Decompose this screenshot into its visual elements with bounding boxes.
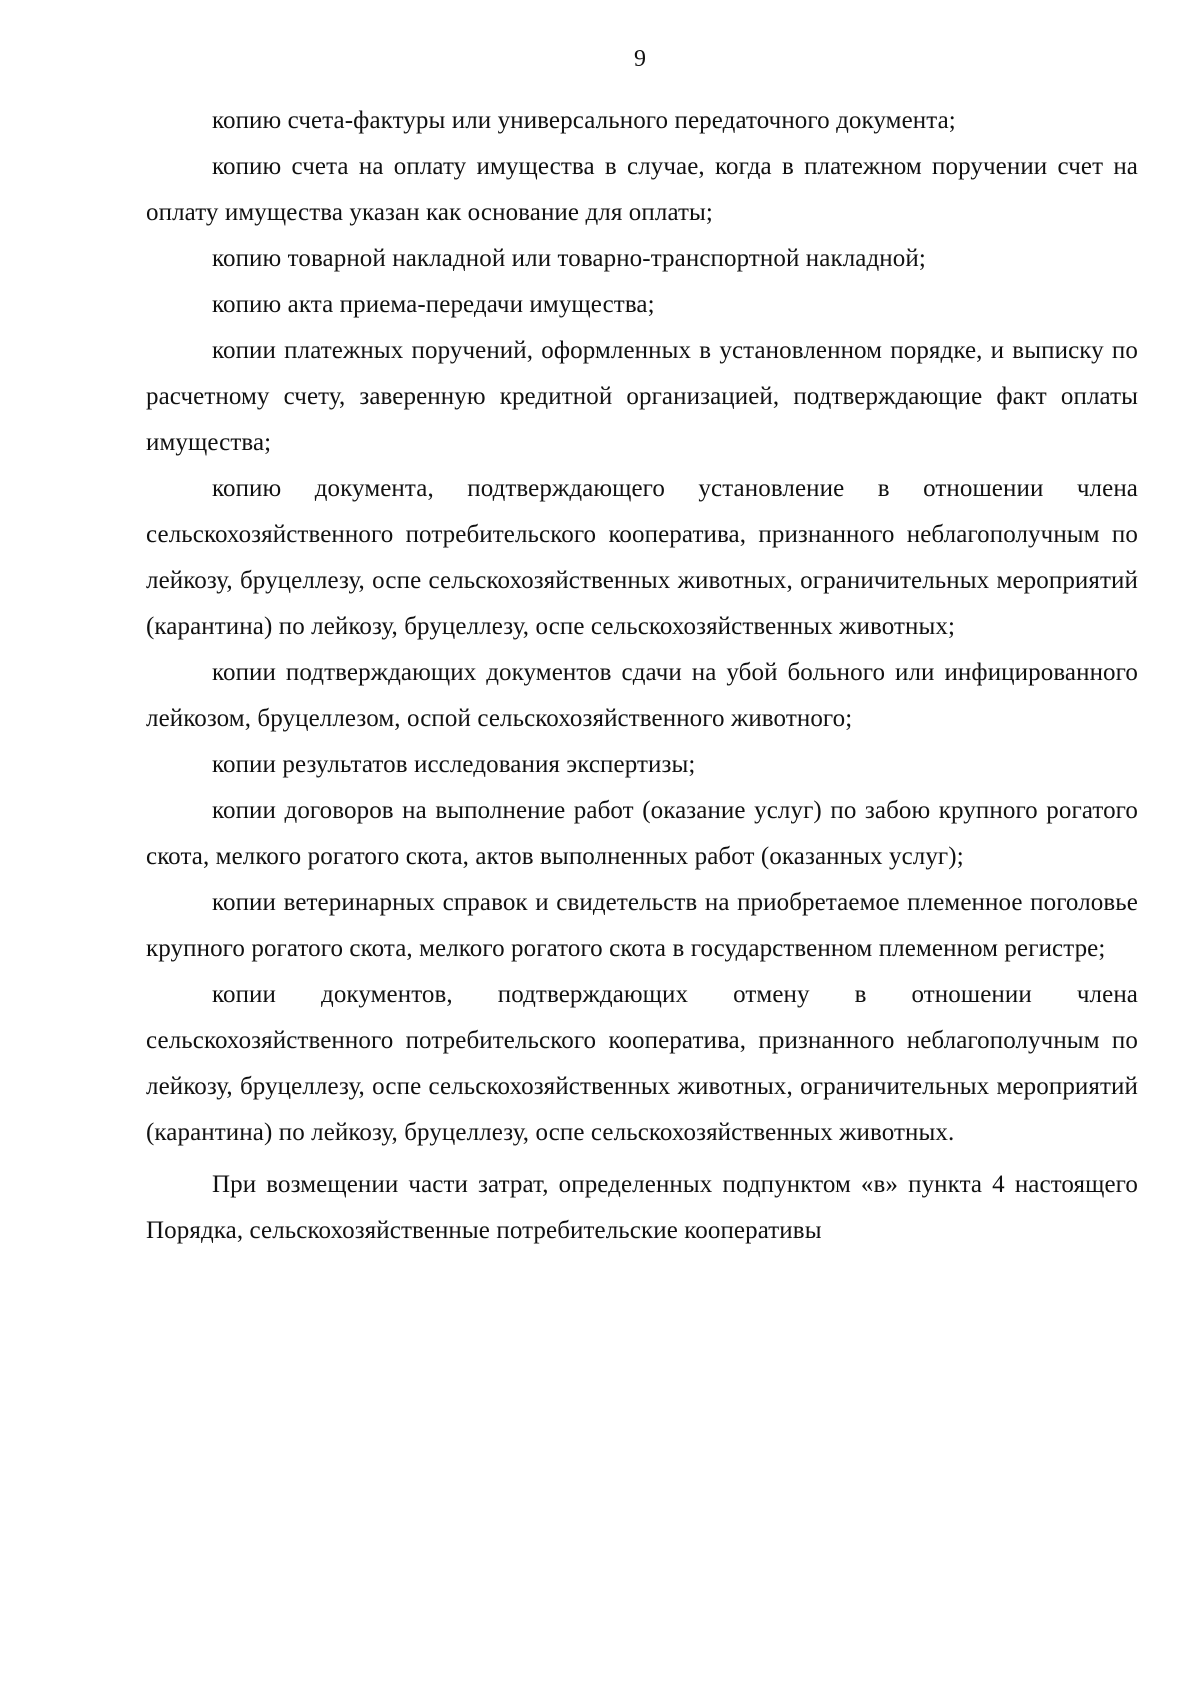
paragraph-quarantine-establishment-copy: копию документа, подтверждающего установление в отношении члена сельскохозяйственного потребительского кооператива, признанного неблагополучным по лейкозу, бруцеллезу, оспе сельскохозяйственных животных, ограничительных мероприятий (карантина) по лейкозу, бруцеллезу, оспе сельскохозяйственных животных; <box>146 475 1138 640</box>
paragraph-expertise-results-copy: копии результатов исследования экспертизы; <box>212 751 696 778</box>
paragraph-waybill-copy: копию товарной накладной или товарно-транспортной накладной; <box>212 245 926 272</box>
paragraph-payment-orders-copy: копии платежных поручений, оформленных в установленном порядке, и выписку по расчетному счету, заверенную кредитной организацией, подтверждающие факт оплаты имущества; <box>146 337 1138 456</box>
paragraph-slaughter-documents-copy: копии подтверждающих документов сдачи на убой больного или инфицированного лейкозом, бруцеллезом, оспой сельскохозяйственного животного; <box>146 659 1138 732</box>
paragraph-slaughter-contracts-copy: копии договоров на выполнение работ (оказание услуг) по забою крупного рогатого скота, мелкого рогатого скота, актов выполненных работ (оказанных услуг); <box>146 797 1138 870</box>
paragraph-payment-invoice-copy: копию счета на оплату имущества в случае, когда в платежном поручении счет на оплату имущества указан как основание для оплаты; <box>146 153 1138 226</box>
paragraph-veterinary-certificates-copy: копии ветеринарных справок и свидетельств на приобретаемое племенное поголовье крупного рогатого скота, мелкого рогатого скота в государственном племенном регистре; <box>146 889 1138 962</box>
page-number: 9 <box>634 46 646 72</box>
paragraph-transfer-act-copy: копию акта приема-передачи имущества; <box>212 291 655 318</box>
paragraph-quarantine-cancellation-copy: копии документов, подтверждающих отмену в отношении члена сельскохозяйственного потребительского кооператива, признанного неблагополучным по лейкозу, бруцеллезу, оспе сельскохозяйственных животных, ограничительных мероприятий (карантина) по лейкозу, бруцеллезу, оспе сельскохозяйственных животных. <box>146 981 1138 1146</box>
document-body <box>146 98 1138 1254</box>
paragraph-cost-reimbursement: При возмещении части затрат, определенных подпунктом «в» пункта 4 настоящего Порядка, сельскохозяйственные потребительские кооперативы <box>146 1171 1138 1244</box>
paragraph-invoice-copy: копию счета-фактуры или универсального передаточного документа; <box>212 107 956 134</box>
